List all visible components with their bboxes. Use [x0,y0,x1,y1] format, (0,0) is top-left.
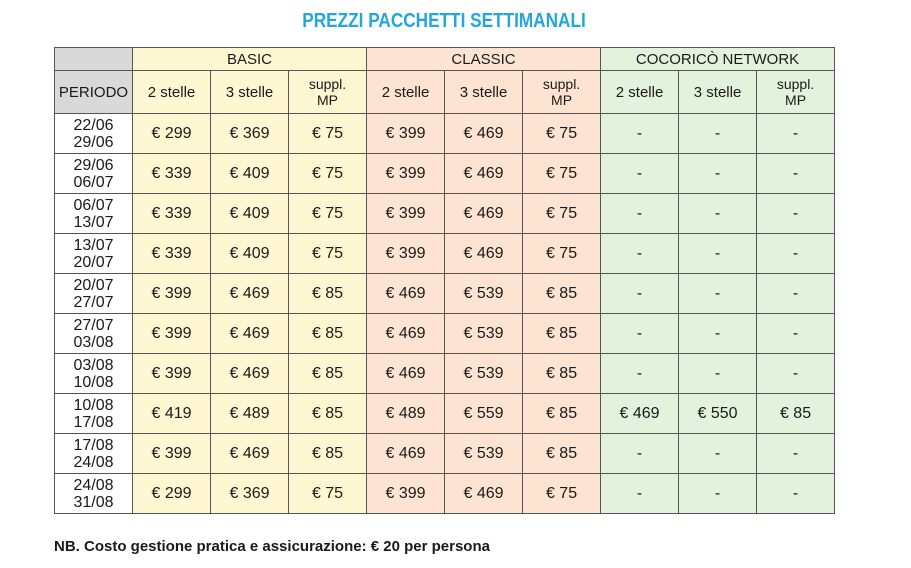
price-cell: € 469 [445,154,523,194]
period-to: 17/08 [73,413,114,431]
period-cell [55,354,133,394]
table-row [55,234,835,274]
price-cell: - [601,114,679,154]
period-from: 29/06 [73,156,114,174]
price-cell: - [757,434,835,474]
period-cell [55,234,133,274]
price-cell: € 75 [523,234,601,274]
price-cell: € 339 [133,154,211,194]
price-cell: € 469 [445,474,523,514]
column-header-basic-3-stars: 3 stelle [211,71,289,114]
price-cell: € 399 [133,274,211,314]
price-cell: - [679,474,757,514]
price-cell: € 539 [445,274,523,314]
price-cell: € 469 [445,194,523,234]
column-header-period: PERIODO [55,71,133,114]
period-from: 27/07 [73,316,114,334]
price-cell: - [757,354,835,394]
price-cell: - [679,434,757,474]
price-cell: € 85 [289,434,367,474]
price-cell: € 85 [289,394,367,434]
group-header-basic: BASIC [133,48,367,71]
price-cell: - [679,354,757,394]
price-cell: - [757,474,835,514]
price-cell: € 85 [523,314,601,354]
price-cell: € 409 [211,154,289,194]
price-cell: € 489 [211,394,289,434]
suppl-line-1: suppl. [542,76,581,92]
column-header-basic-suppl [289,71,367,114]
table-row [55,314,835,354]
page-title: PREZZI PACCHETTI SETTIMANALI [302,10,586,32]
price-cell: € 75 [523,114,601,154]
period-from: 20/07 [73,276,114,294]
table-row [55,154,835,194]
price-cell: - [679,314,757,354]
price-cell: - [679,114,757,154]
price-cell: € 469 [211,314,289,354]
corner-cell [55,48,133,71]
group-header-network: COCORICÒ NETWORK [601,48,835,71]
price-cell: € 399 [367,114,445,154]
price-cell: - [757,194,835,234]
period-to: 31/08 [73,493,114,511]
price-cell: € 75 [523,154,601,194]
price-cell: € 299 [133,114,211,154]
price-cell: € 409 [211,194,289,234]
price-cell: - [679,194,757,234]
price-cell: € 399 [133,314,211,354]
price-cell: € 469 [445,114,523,154]
price-cell: € 469 [367,314,445,354]
price-cell: € 75 [289,194,367,234]
period-cell [55,314,133,354]
period-cell [55,274,133,314]
price-cell: - [601,194,679,234]
column-header-network-2-stars: 2 stelle [601,71,679,114]
price-cell: € 299 [133,474,211,514]
price-cell: € 85 [523,394,601,434]
period-cell [55,154,133,194]
price-cell: - [757,314,835,354]
price-cell: - [679,234,757,274]
price-cell: € 469 [367,434,445,474]
period-to: 06/07 [73,173,114,191]
period-to: 20/07 [73,253,114,271]
period-from: 24/08 [73,476,114,494]
price-cell: € 75 [289,154,367,194]
period-cell [55,394,133,434]
column-header-network-3-stars: 3 stelle [679,71,757,114]
table-row [55,354,835,394]
suppl-line-2: MP [551,92,573,108]
period-cell [55,474,133,514]
price-cell: - [601,234,679,274]
price-cell: € 399 [367,194,445,234]
price-cell: - [679,154,757,194]
period-to: 10/08 [73,373,114,391]
price-cell: € 85 [757,394,835,434]
column-header-basic-2-stars: 2 stelle [133,71,211,114]
table-row [55,394,835,434]
suppl-line-2: MP [785,92,807,108]
period-from: 13/07 [73,236,114,254]
price-cell: € 559 [445,394,523,434]
price-cell: - [679,274,757,314]
price-cell: € 399 [367,474,445,514]
suppl-line-1: suppl. [776,76,815,92]
price-cell: € 469 [211,354,289,394]
price-cell: € 469 [211,434,289,474]
footnote: NB. Costo gestione pratica e assicurazione: € 20 per persona [54,538,490,555]
price-cell: € 469 [211,274,289,314]
price-cell: € 469 [445,234,523,274]
period-from: 22/06 [73,116,114,134]
price-cell: € 399 [367,234,445,274]
price-cell: - [601,154,679,194]
price-cell: - [757,274,835,314]
period-to: 29/06 [73,133,114,151]
period-to: 27/07 [73,293,114,311]
period-to: 24/08 [73,453,114,471]
price-cell: € 369 [211,114,289,154]
price-cell: € 539 [445,434,523,474]
price-cell: € 339 [133,194,211,234]
column-header-network-suppl [757,71,835,114]
period-cell [55,434,133,474]
column-header-classic-suppl [523,71,601,114]
price-cell: € 85 [523,434,601,474]
price-cell: € 399 [367,154,445,194]
price-cell: € 339 [133,234,211,274]
price-cell: - [601,434,679,474]
price-cell: € 399 [133,354,211,394]
price-cell: - [601,314,679,354]
suppl-line-1: suppl. [308,76,347,92]
period-from: 03/08 [73,356,114,374]
price-cell: € 75 [523,474,601,514]
price-cell: € 85 [523,354,601,394]
price-cell: € 85 [289,354,367,394]
table-row [55,474,835,514]
price-cell: € 539 [445,354,523,394]
price-cell: - [601,474,679,514]
price-cell: - [757,114,835,154]
price-cell: € 85 [289,314,367,354]
period-to: 13/07 [73,213,114,231]
period-from: 17/08 [73,436,114,454]
price-cell: € 539 [445,314,523,354]
period-from: 10/08 [73,396,114,414]
price-cell: € 85 [523,274,601,314]
table-row [55,274,835,314]
period-cell [55,114,133,154]
price-cell: - [757,154,835,194]
price-cell: € 399 [133,434,211,474]
price-cell: € 75 [289,474,367,514]
price-cell: - [601,274,679,314]
price-cell: € 550 [679,394,757,434]
period-cell [55,194,133,234]
group-header-classic: CLASSIC [367,48,601,71]
price-cell: € 419 [133,394,211,434]
price-cell: € 469 [367,274,445,314]
price-cell: € 469 [367,354,445,394]
price-cell: € 85 [289,274,367,314]
period-to: 03/08 [73,333,114,351]
price-cell: € 75 [289,114,367,154]
suppl-line-2: MP [317,92,339,108]
price-cell: € 75 [289,234,367,274]
column-header-classic-2-stars: 2 stelle [367,71,445,114]
price-cell: € 489 [367,394,445,434]
price-table [54,47,835,514]
column-header-classic-3-stars: 3 stelle [445,71,523,114]
table-row [55,114,835,154]
price-cell: - [601,354,679,394]
price-cell: € 469 [601,394,679,434]
period-from: 06/07 [73,196,114,214]
table-row [55,434,835,474]
price-cell: € 369 [211,474,289,514]
price-cell: - [757,234,835,274]
price-cell: € 409 [211,234,289,274]
price-cell: € 75 [523,194,601,234]
table-row [55,194,835,234]
